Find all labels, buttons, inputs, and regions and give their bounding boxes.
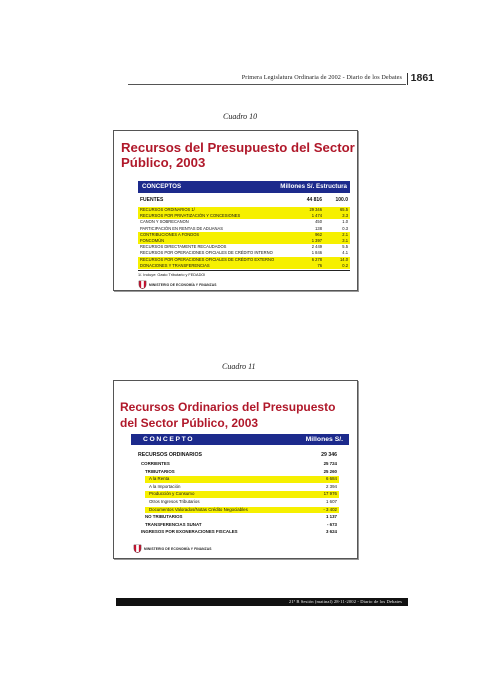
row-value: 29 346 (309, 207, 322, 212)
total-pct: 100.0 (335, 197, 348, 203)
row-pct: 3.1 (342, 238, 348, 243)
row-label: PARTICIPACIÓN EN RENTAS DE ADUANAS (140, 225, 223, 231)
table-row (145, 491, 339, 498)
cuadro-11-table (131, 461, 349, 541)
cuadro-11-title-line1: Recursos Ordinarios del Presupuesto (120, 400, 336, 414)
page-number: 1861 (410, 72, 434, 84)
cuadro-10-title-line2: Público, 2003 (121, 155, 206, 171)
row-pct: 4.1 (342, 250, 348, 256)
header-separator (407, 73, 408, 85)
row-value: 76 (317, 262, 322, 268)
cuadro-10-title (121, 140, 355, 170)
table-row (145, 507, 339, 514)
cuadro-11-slide (113, 380, 358, 559)
row-value: 17 976 (323, 491, 337, 497)
row-value: 138 (315, 225, 322, 231)
logo-text: MINISTERIO DE ECONOMÍA Y FINANZAS (144, 546, 212, 551)
cuadro-10-caption: Cuadro 10 (223, 112, 258, 121)
row-label: CANON Y SOBRECANON (140, 219, 189, 225)
row-label: A la Importación (149, 483, 181, 489)
row-value: 1 474 (311, 213, 322, 219)
row-label: RECURSOS POR OPERACIONES OFICIALES DE CRÉDITO INTERNO (140, 250, 273, 256)
col-concept-header: CONCEPTOS (142, 183, 182, 190)
row-value: 1 846 (311, 250, 322, 256)
cuadro-10-header-bar (138, 181, 350, 193)
footer-bar (116, 598, 408, 606)
row-value: 1 397 (311, 238, 322, 243)
row-label: CONTRIBUCIONES A FONDOS (140, 231, 200, 237)
row-value: - 673 (326, 521, 337, 527)
row-value: - 3 402 (323, 506, 337, 512)
row-label: RECURSOS POR PRIVATIZACIÓN Y CONCESIONES (140, 213, 241, 219)
row-value: 1 137 (326, 514, 337, 520)
total-label: RECURSOS ORDINARIOS (138, 452, 202, 458)
total-label: FUENTES (140, 197, 164, 203)
row-label: TRANSFERENCIAS SUNAT (145, 521, 202, 527)
running-header (128, 73, 434, 87)
row-label: RECURSOS DIRECTAMENTE RECAUDADOS (140, 244, 227, 250)
table-row (131, 499, 349, 506)
cuadro-11-total-row (131, 451, 349, 459)
table-bottom-rule (138, 270, 350, 271)
row-value: 962 (315, 231, 322, 237)
row-value: 450 (315, 219, 322, 225)
cuadro-11-header-bar (131, 434, 349, 445)
footer-text: 21ª B Sesión (matinal) 28-11-2002 - Diario de los Debates (288, 599, 402, 604)
cuadro-10-table (138, 207, 350, 271)
table-row (131, 522, 349, 529)
row-pct: 1.0 (342, 219, 348, 225)
row-label: A la Renta (149, 476, 170, 482)
row-pct: 5.5 (342, 244, 348, 250)
row-pct: 0.2 (342, 262, 348, 268)
peru-shield-icon (133, 544, 142, 553)
total-value: 44 816 (306, 197, 322, 203)
col-values-header: Millones S/. (305, 436, 343, 443)
row-value: 1 607 (326, 499, 337, 504)
row-label: FONCOMÚN (140, 238, 165, 243)
table-row (131, 469, 349, 476)
cuadro-11-title-line2: del Sector Público, 2003 (120, 415, 259, 430)
table-row (138, 263, 350, 269)
total-value: 29 346 (321, 452, 337, 458)
cuadro-10-total-row (138, 196, 350, 204)
cuadro-11-title (120, 400, 335, 431)
row-label: RECURSOS POR OPERACIONES OFICIALES DE CRÉDITO EXTERNO (140, 256, 275, 262)
col-values-header: Millones S/. Estructura (280, 183, 347, 190)
cuadro-10-footnote: 1/. Incluye: Gasto Tributario y FEDADOI (138, 273, 206, 277)
row-pct: 3.3 (342, 213, 348, 219)
cuadro-11-caption: Cuadro 11 (222, 362, 256, 371)
logo-text: MINISTERIO DE ECONOMÍA Y FINANZAS (149, 282, 217, 287)
row-value: 3 624 (326, 529, 337, 535)
running-title: Primera Legislatura Ordinaria de 2002 - Diario de los Debates (241, 74, 402, 81)
table-row (145, 476, 339, 483)
row-pct: 14.0 (340, 256, 348, 262)
row-label: RECURSOS ORDINARIOS 1/ (140, 207, 195, 212)
cuadro-10-title-line1: Recursos del Presupuesto del Sector (121, 140, 355, 155)
row-value: 25 260 (323, 468, 337, 474)
header-rule (128, 84, 406, 85)
row-pct: 0.3 (342, 225, 348, 231)
row-label: CORRIENTES (141, 461, 170, 466)
row-value: 2 449 (311, 244, 322, 250)
peru-shield-icon (138, 280, 147, 289)
mef-logo (138, 280, 217, 289)
row-label: Producción y Consumo (149, 491, 195, 497)
row-value: 6 684 (326, 476, 337, 482)
row-label: Otros Ingresos Tributarios (149, 499, 200, 504)
mef-logo (133, 544, 212, 553)
table-row (131, 461, 349, 468)
table-row (131, 484, 349, 491)
row-label: INGRESOS POR EXONERACIONES FISCALES (141, 529, 238, 535)
cuadro-10-slide (113, 130, 358, 291)
row-value: 2 394 (326, 483, 337, 489)
table-row (131, 514, 349, 521)
table-row (131, 529, 349, 536)
row-value: 6 278 (311, 256, 322, 262)
row-label: Documentos Valorados/Notas Crédito Negociables (149, 506, 248, 512)
row-pct: 65.5 (340, 207, 348, 212)
row-value: 25 724 (323, 461, 337, 466)
row-label: TRIBUTARIOS (145, 468, 175, 474)
col-concept-header: CONCEPTO (143, 436, 195, 443)
row-label: DONACIONES Y TRANSFERENCIAS (140, 262, 210, 268)
row-label: NO TRIBUTARIOS (145, 514, 183, 520)
row-pct: 2.1 (342, 231, 348, 237)
